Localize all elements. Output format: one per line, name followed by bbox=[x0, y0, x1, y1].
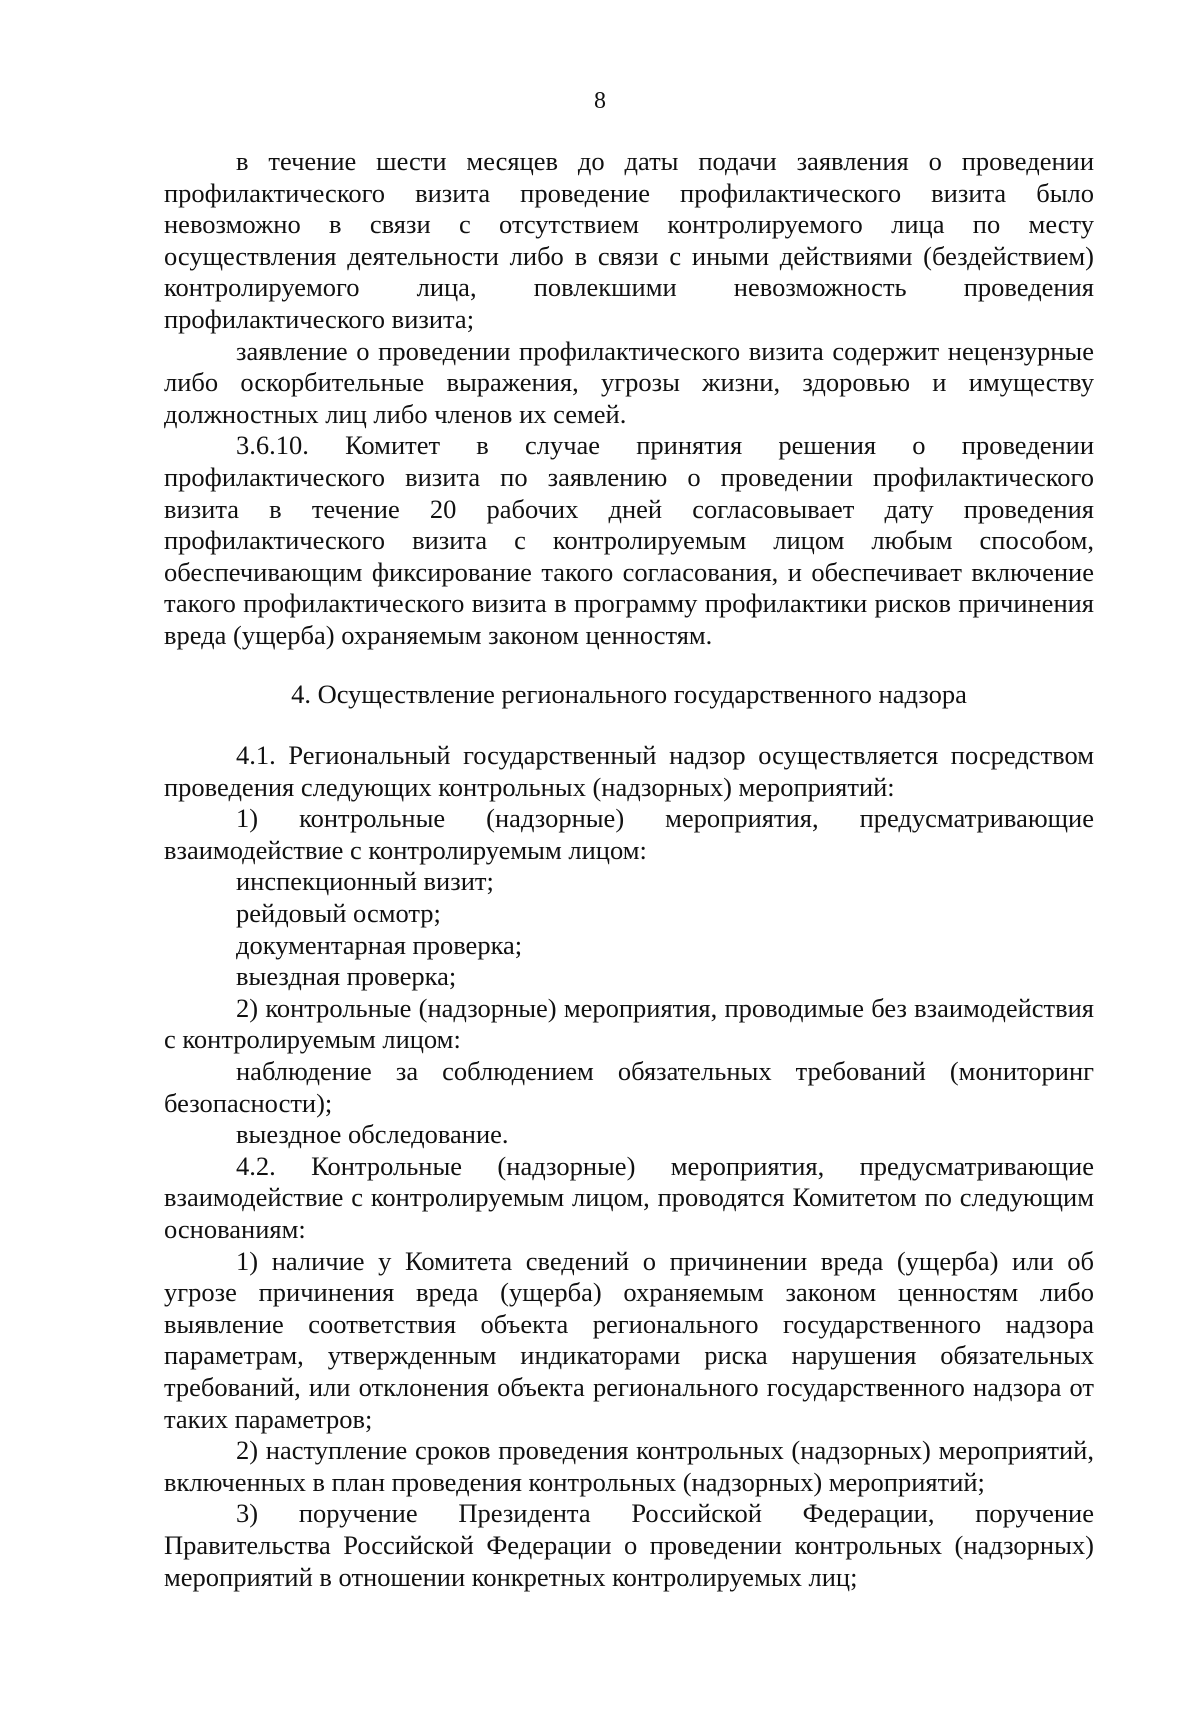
paragraph: заявление о проведении профилактического визита содержит нецензурные либо оскорбительные выражения, угрозы жизни, здоровью и имуществу должностных лиц либо членов их семей. bbox=[164, 335, 1094, 429]
document-body bbox=[164, 146, 1094, 1593]
paragraph: 3.6.10. Комитет в случае принятия решения о проведении профилактического визита по заявлению о проведении профилактического визита в течение 20 рабочих дней согласовывает дату проведения профилактического визита с контролируемым лицом любым способом, обеспечивающим фиксирование такого согласования, и обеспечивает включение такого профилактического визита в программу профилактики рисков причинения вреда (ущерба) охраняемым законом ценностям. bbox=[164, 430, 1094, 650]
list-item: выездное обследование. bbox=[236, 1119, 509, 1150]
list-item: 3) поручение Президента Российской Федерации, поручение Правительства Российской Федерации о проведении контрольных (надзорных) мероприятий в отношении конкретных контролируемых лиц; bbox=[164, 1498, 1094, 1592]
section-heading: 4. Осуществление регионального государственного надзора bbox=[291, 678, 967, 709]
list-item: 1) наличие у Комитета сведений о причинении вреда (ущерба) или об угрозе причинения вреда (ущерба) охраняемым законом ценностям либо выявление соответствия объекта регионального государственного надзора параметрам, утвержденным индикаторами риска нарушения обязательных требований, или отклонения объекта регионального государственного надзора от таких параметров; bbox=[164, 1245, 1094, 1434]
list-item: выездная проверка; bbox=[236, 961, 457, 992]
list-item: наблюдение за соблюдением обязательных требований (мониторинг безопасности); bbox=[164, 1056, 1094, 1118]
paragraph: 4.1. Региональный государственный надзор осуществляется посредством проведения следующих контрольных (надзорных) мероприятий: bbox=[164, 740, 1094, 802]
list-item: 2) контрольные (надзорные) мероприятия, проводимые без взаимодействия с контролируемым лицом: bbox=[164, 992, 1094, 1055]
list-item: документарная проверка; bbox=[236, 929, 523, 960]
list-item: 2) наступление сроков проведения контрольных (надзорных) мероприятий, включенных в план проведения контрольных (надзорных) мероприятий; bbox=[164, 1435, 1094, 1497]
list-item: рейдовый осмотр; bbox=[236, 898, 441, 929]
page-number: 8 bbox=[594, 88, 606, 114]
list-item: 1) контрольные (надзорные) мероприятия, предусматривающие взаимодействие с контролируемым лицом: bbox=[164, 803, 1094, 865]
list-item: инспекционный визит; bbox=[236, 866, 494, 897]
paragraph: в течение шести месяцев до даты подачи заявления о проведении профилактического визита проведение профилактического визита было невозможно в связи с отсутствием контролируемого лица по месту осуществления деятельности либо в связи с иными действиями (бездействием) контролируемого лица, повлекшими невозможность проведения профилактического визита; bbox=[164, 146, 1094, 334]
paragraph: 4.2. Контрольные (надзорные) мероприятия, предусматривающие взаимодействие с контролируемым лицом, проводятся Комитетом по следующим основаниям: bbox=[164, 1150, 1094, 1244]
